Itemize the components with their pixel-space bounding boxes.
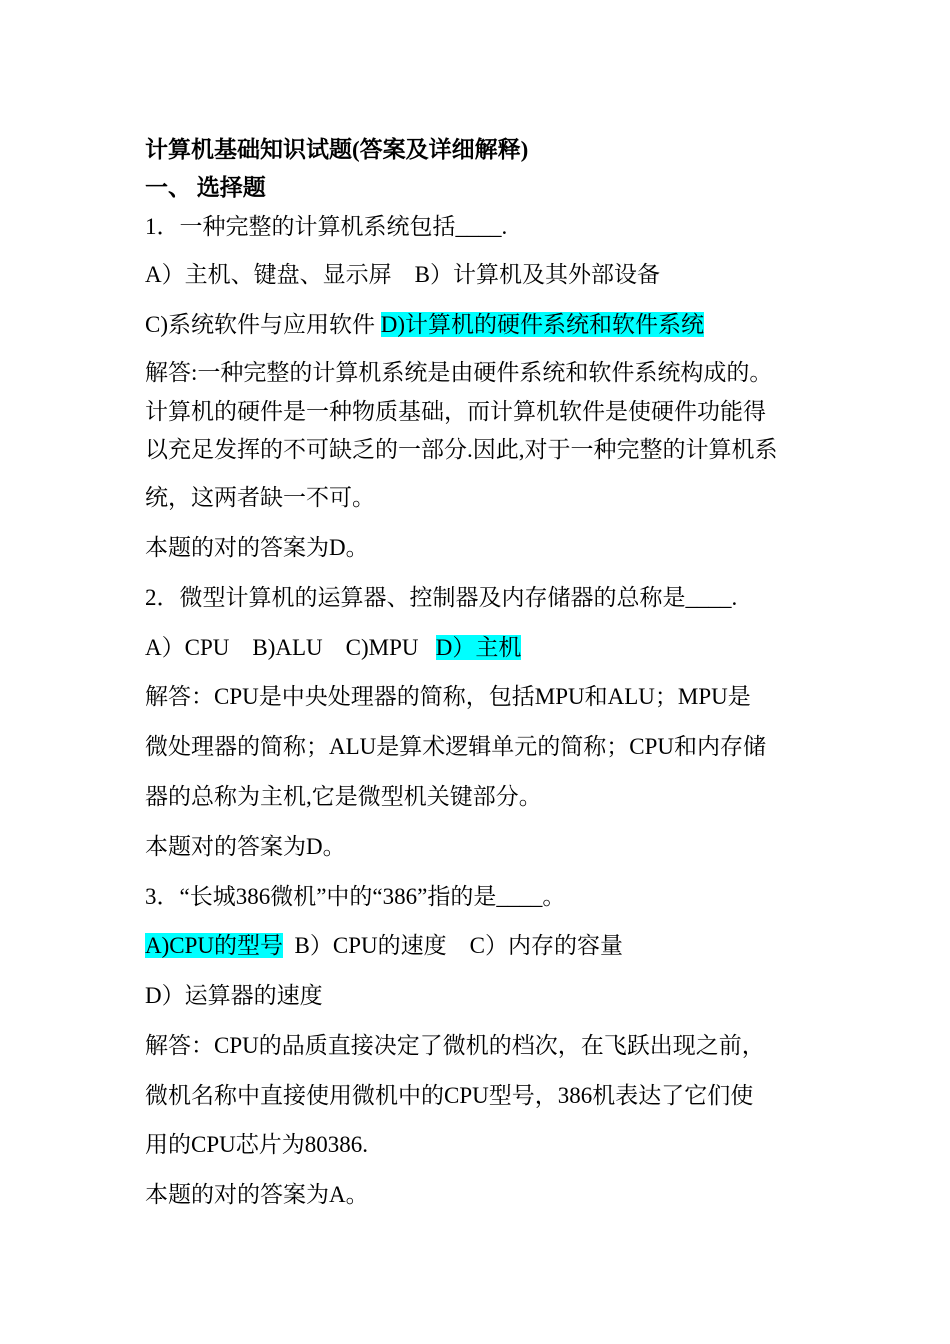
- question-1-answer: 本题的对的答案为D。: [145, 535, 369, 560]
- question-2-options-row: [145, 633, 521, 663]
- section-heading: 一、 选择题: [145, 175, 266, 200]
- question-1-options-row-2: [145, 310, 704, 340]
- question-2-options-abc: A）CPU B)ALU C)MPU: [145, 635, 419, 660]
- question-1-option-c: C)系统软件与应用软件: [145, 312, 375, 337]
- question-2-explanation-line: 解答：CPU是中央处理器的简称，包括MPU和ALU；MPU是: [145, 684, 751, 709]
- question-3-explanation-line: 微机名称中直接使用微机中的CPU型号，386机表达了它们使: [145, 1083, 754, 1108]
- question-1-explanation-line: 解答:一种完整的计算机系统是由硬件系统和软件系统构成的。: [145, 360, 773, 385]
- question-3-stem: 3．“长城386微机”中的“386”指的是____。: [145, 884, 566, 909]
- question-2-answer: 本题对的答案为D。: [145, 834, 346, 859]
- question-3-option-d: D）运算器的速度: [145, 983, 323, 1008]
- question-1-explanation-line: 计算机的硬件是一种物质基础，而计算机软件是使硬件功能得: [145, 399, 766, 424]
- question-1-explanation-line: 统，这两者缺一不可。: [145, 485, 375, 510]
- question-2-stem: 2．微型计算机的运算器、控制器及内存储器的总称是____.: [145, 585, 738, 610]
- question-1-explanation-line: 以充足发挥的不可缺乏的一部分.因此,对于一种完整的计算机系: [145, 437, 778, 462]
- document-title: 计算机基础知识试题(答案及详细解释): [145, 137, 529, 162]
- question-1-stem: 1．一种完整的计算机系统包括____.: [145, 214, 508, 239]
- question-1-option-b: B）计算机及其外部设备: [414, 262, 660, 287]
- question-1-options-row-1: [145, 260, 660, 290]
- question-3-explanation-line: 用的CPU芯片为80386.: [145, 1132, 368, 1157]
- question-3-explanation-line: 解答：CPU的品质直接决定了微机的档次，在飞跃出现之前，: [145, 1033, 765, 1058]
- question-2-option-d-highlighted: D）主机: [435, 635, 522, 660]
- question-2-explanation-line: 微处理器的简称；ALU是算术逻辑单元的简称；CPU和内存储: [145, 734, 767, 759]
- question-1-option-d-highlighted: D)计算机的硬件系统和软件系统: [380, 312, 705, 337]
- question-3-answer: 本题的对的答案为A。: [145, 1182, 369, 1207]
- question-3-options-bc: B）CPU的速度 C）内存的容量: [294, 933, 623, 958]
- question-2-explanation-line: 器的总称为主机,它是微型机关键部分。: [145, 784, 542, 809]
- question-3-options-row: [145, 931, 623, 961]
- question-3-option-a-highlighted: A)CPU的型号: [145, 933, 284, 958]
- question-1-option-a: A）主机、键盘、显示屏: [145, 262, 392, 287]
